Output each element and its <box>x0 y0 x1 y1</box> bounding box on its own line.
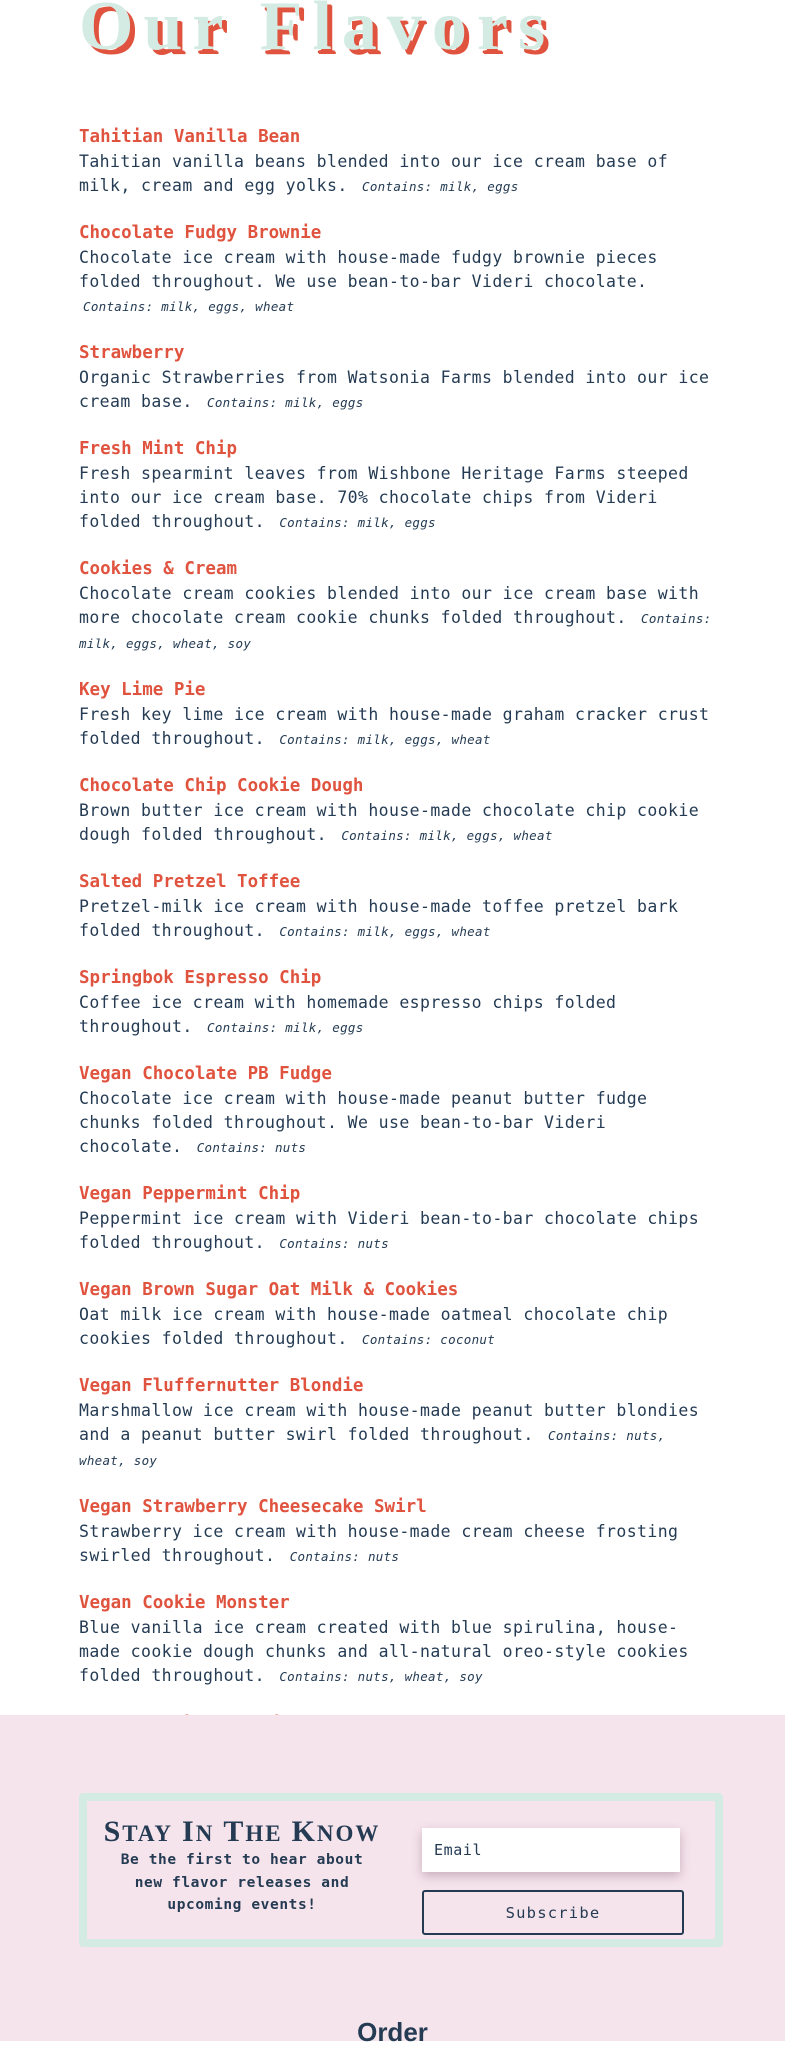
flavor-item <box>79 679 719 752</box>
flavor-description-text: Chocolate ice cream with house-made fudgy brownie pieces folded throughout. We use bean-to-bar Videri chocolate. <box>79 248 658 291</box>
allergen-note: Contains: milk, eggs, wheat <box>83 299 295 314</box>
flavor-name: Salted Pretzel Toffee <box>79 872 301 892</box>
allergen-note: Contains: nuts <box>279 1236 389 1251</box>
newsletter-box <box>79 1793 723 1947</box>
flavor-name: Vegan Peppermint Chip <box>79 1184 301 1204</box>
flavor-name: Chocolate Fudgy Brownie <box>79 223 322 243</box>
allergen-note: Contains: nuts <box>289 1549 400 1564</box>
flavor-description <box>79 895 719 944</box>
flavor-name: Vegan Cookie Monster <box>79 1593 290 1613</box>
page-title: Our Flavors <box>79 0 556 65</box>
flavor-item <box>79 1063 719 1160</box>
flavor-description-text: Organic Strawberries from Watsonia Farms blended into our ice cream base. <box>79 368 710 411</box>
flavor-item <box>79 1279 719 1352</box>
flavor-description <box>79 1520 719 1569</box>
flavor-description <box>79 1207 719 1256</box>
flavor-description <box>79 150 719 199</box>
flavor-description-text: Tahitian vanilla beans blended into our ice cream base of milk, cream and egg yolks. <box>79 152 669 195</box>
allergen-note: Contains: milk, eggs <box>207 395 364 410</box>
flavor-description <box>79 462 719 535</box>
flavor-description <box>79 582 719 656</box>
flavor-item <box>79 1375 719 1473</box>
flavor-description-text: Coffee ice cream with homemade espresso chips folded throughout. <box>79 993 617 1036</box>
flavor-name: Tahitian Vanilla Bean <box>79 127 301 147</box>
flavor-item <box>79 967 719 1040</box>
allergen-note: Contains: nuts, wheat, soy <box>79 1428 666 1468</box>
flavor-description-text: Pretzel-milk ice cream with house-made toffee pretzel bark folded throughout. <box>79 897 679 940</box>
flavor-name: Fresh Mint Chip <box>79 439 238 459</box>
flavor-item <box>79 871 719 944</box>
allergen-note: Contains: milk, eggs, wheat <box>279 732 491 747</box>
flavor-item <box>79 1496 719 1569</box>
flavor-name: Vegan Brown Sugar Oat Milk & Cookies <box>79 1280 459 1300</box>
newsletter-title: STAY IN THE KNOW <box>103 1815 381 1848</box>
flavor-description-text: Fresh spearmint leaves from Wishbone Heritage Farms steeped into our ice cream base. 70% chocolate chips from Videri folded throughout. <box>79 464 689 531</box>
allergen-note: Contains: milk, eggs, wheat, soy <box>79 611 712 651</box>
flavor-description-text: Blue vanilla ice cream created with blue spirulina, house-made cookie dough chunks and all-natural oreo-style cookies folded throughout. <box>79 1618 689 1685</box>
flavor-name: Springbok Espresso Chip <box>79 968 322 988</box>
email-input[interactable] <box>422 1828 680 1872</box>
flavor-description <box>79 1616 719 1689</box>
flavor-item <box>79 775 719 848</box>
flavor-description-text: Peppermint ice cream with Videri bean-to-bar chocolate chips folded throughout. <box>79 1209 700 1252</box>
flavor-item <box>79 1592 719 1689</box>
allergen-note: Contains: milk, eggs <box>362 179 519 194</box>
flavor-description <box>79 1399 719 1473</box>
flavor-name: Vegan Strawberry Cheesecake Swirl <box>79 1497 427 1517</box>
order-heading: Order <box>357 2017 428 2047</box>
allergen-note: Contains: coconut <box>362 1332 496 1347</box>
flavor-description-text: Chocolate ice cream with house-made peanut butter fudge chunks folded throughout. We use bean-to-bar Videri chocolate. <box>79 1089 648 1156</box>
flavor-description <box>79 1087 719 1160</box>
flavor-item <box>79 126 719 199</box>
flavor-description <box>79 366 719 415</box>
flavor-description <box>79 246 719 319</box>
flavor-item <box>79 558 719 656</box>
flavor-description-text: Strawberry ice cream with house-made cream cheese frosting swirled throughout. <box>79 1522 679 1565</box>
flavor-item <box>79 1183 719 1256</box>
flavor-description-text: Oat milk ice cream with house-made oatmeal chocolate chip cookies folded throughout. <box>79 1305 669 1348</box>
allergen-note: Contains: milk, eggs, wheat <box>279 924 491 939</box>
flavor-name: Vegan Chocolate PB Fudge <box>79 1064 332 1084</box>
allergen-note: Contains: milk, eggs <box>279 515 436 530</box>
flavor-item <box>79 438 719 535</box>
allergen-note: Contains: nuts, wheat, soy <box>279 1669 483 1684</box>
flavor-description <box>79 1303 719 1352</box>
flavor-description-text: Marshmallow ice cream with house-made peanut butter blondies and a peanut butter swirl folded throughout. <box>79 1401 700 1444</box>
newsletter-subtitle: Be the first to hear about new flavor releases and upcoming events! <box>120 1852 364 1913</box>
flavor-item <box>79 342 719 415</box>
flavor-description-text: Brown butter ice cream with house-made chocolate chip cookie dough folded throughout. <box>79 801 700 844</box>
flavor-name: Vegan Fluffernutter Blondie <box>79 1376 364 1396</box>
flavor-description-text: Chocolate cream cookies blended into our ice cream base with more chocolate cream cookie chunks folded throughout. <box>79 584 700 627</box>
flavor-description <box>79 703 719 752</box>
flavor-description <box>79 991 719 1040</box>
allergen-note: Contains: milk, eggs, wheat <box>341 828 553 843</box>
flavor-name: Key Lime Pie <box>79 680 206 700</box>
flavor-description-text: Fresh key lime ice cream with house-made graham cracker crust folded throughout. <box>79 705 710 748</box>
allergen-note: Contains: nuts <box>196 1140 307 1155</box>
flavor-name: Chocolate Chip Cookie Dough <box>79 776 364 796</box>
allergen-note: Contains: milk, eggs <box>207 1020 364 1035</box>
flavor-description <box>79 799 719 848</box>
flavor-name: Cookies & Cream <box>79 559 238 579</box>
flavor-item <box>79 222 719 319</box>
subscribe-button[interactable]: Subscribe <box>422 1890 684 1935</box>
flavor-name: Strawberry <box>79 343 185 363</box>
flavor-list <box>79 126 719 1808</box>
